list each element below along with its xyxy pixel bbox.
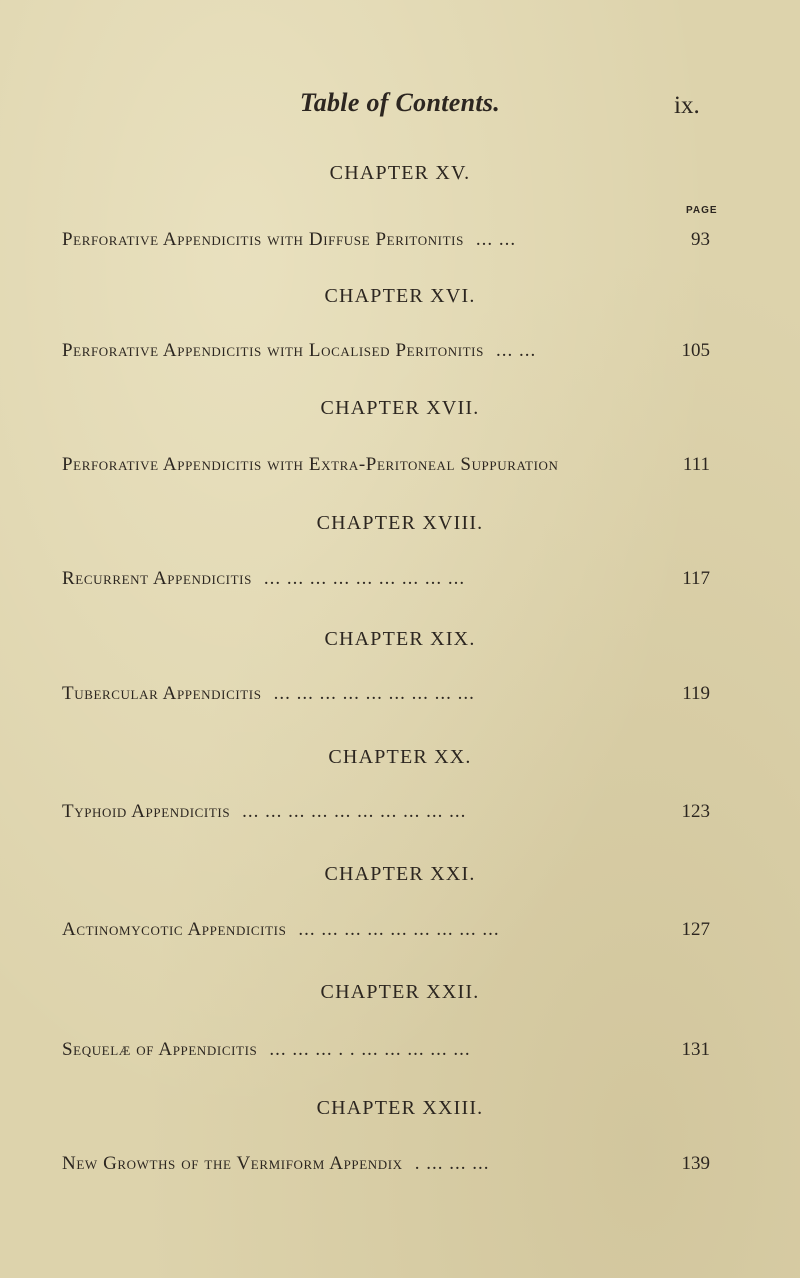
toc-entry: [62, 1153, 710, 1175]
chapter-heading: CHAPTER XV.: [329, 162, 471, 184]
entry-page-number: 123: [681, 801, 710, 822]
dot-leader: ... ...: [475, 229, 517, 250]
page-number: ix.: [674, 92, 700, 119]
entry-title: Sequelæ of Appendicitis: [62, 1039, 258, 1060]
toc-entry: [62, 229, 710, 251]
entry-page-number: 93: [691, 229, 710, 250]
toc-entry: [62, 568, 710, 590]
entry-title: Perforative Appendicitis with Extra-Peritoneal Suppuration: [62, 454, 559, 475]
toc-entry: [62, 1039, 710, 1061]
toc-entry: [62, 801, 710, 823]
toc-entry: [62, 683, 710, 705]
entry-page-number: 131: [681, 1039, 710, 1060]
entry-page-number: 119: [682, 683, 710, 704]
running-title: Table of Contents.: [299, 88, 501, 117]
dot-leader: ... ...: [495, 340, 537, 361]
dot-leader: ... ... ... ... ... ... ... ... ... ...: [242, 801, 467, 822]
page-column-label: PAGE: [686, 205, 718, 216]
toc-entry: [62, 454, 710, 476]
entry-page-number: 105: [681, 340, 710, 361]
chapter-heading: CHAPTER XVIII.: [316, 512, 484, 534]
entry-page-number: 127: [681, 919, 710, 940]
entry-title: Recurrent Appendicitis: [62, 568, 252, 589]
entry-title: Perforative Appendicitis with Diffuse Peritonitis: [62, 229, 464, 250]
dot-leader: ... ... ... ... ... ... ... ... ...: [273, 683, 475, 704]
entry-title: New Growths of the Vermiform Appendix: [62, 1153, 403, 1174]
dot-leader: ... ... ... ... ... ... ... ... ...: [263, 568, 466, 589]
chapter-heading: CHAPTER XX.: [328, 746, 472, 768]
entry-title: Tubercular Appendicitis: [62, 683, 262, 704]
entry-title: Actinomycotic Appendicitis: [62, 919, 287, 940]
dot-leader: . ... ... ...: [414, 1153, 490, 1174]
chapter-heading: CHAPTER XVII.: [320, 397, 480, 419]
chapter-heading: CHAPTER XIX.: [324, 628, 476, 650]
chapter-heading: CHAPTER XVI.: [324, 285, 476, 307]
entry-title: Perforative Appendicitis with Localised Peritonitis: [62, 340, 484, 361]
entry-page-number: 117: [682, 568, 710, 589]
dot-leader: ... ... ... . . ... ... ... ... ...: [269, 1039, 471, 1060]
entry-page-number: 111: [682, 454, 710, 475]
chapter-heading: CHAPTER XXIII.: [316, 1097, 484, 1119]
toc-entry: [62, 919, 710, 941]
toc-entry: [62, 340, 710, 362]
dot-leader: ... ... ... ... ... ... ... ... ...: [298, 919, 500, 940]
chapter-heading: CHAPTER XXII.: [320, 981, 480, 1003]
entry-page-number: 139: [681, 1153, 710, 1174]
chapter-heading: CHAPTER XXI.: [324, 863, 476, 885]
entry-title: Typhoid Appendicitis: [62, 801, 231, 822]
